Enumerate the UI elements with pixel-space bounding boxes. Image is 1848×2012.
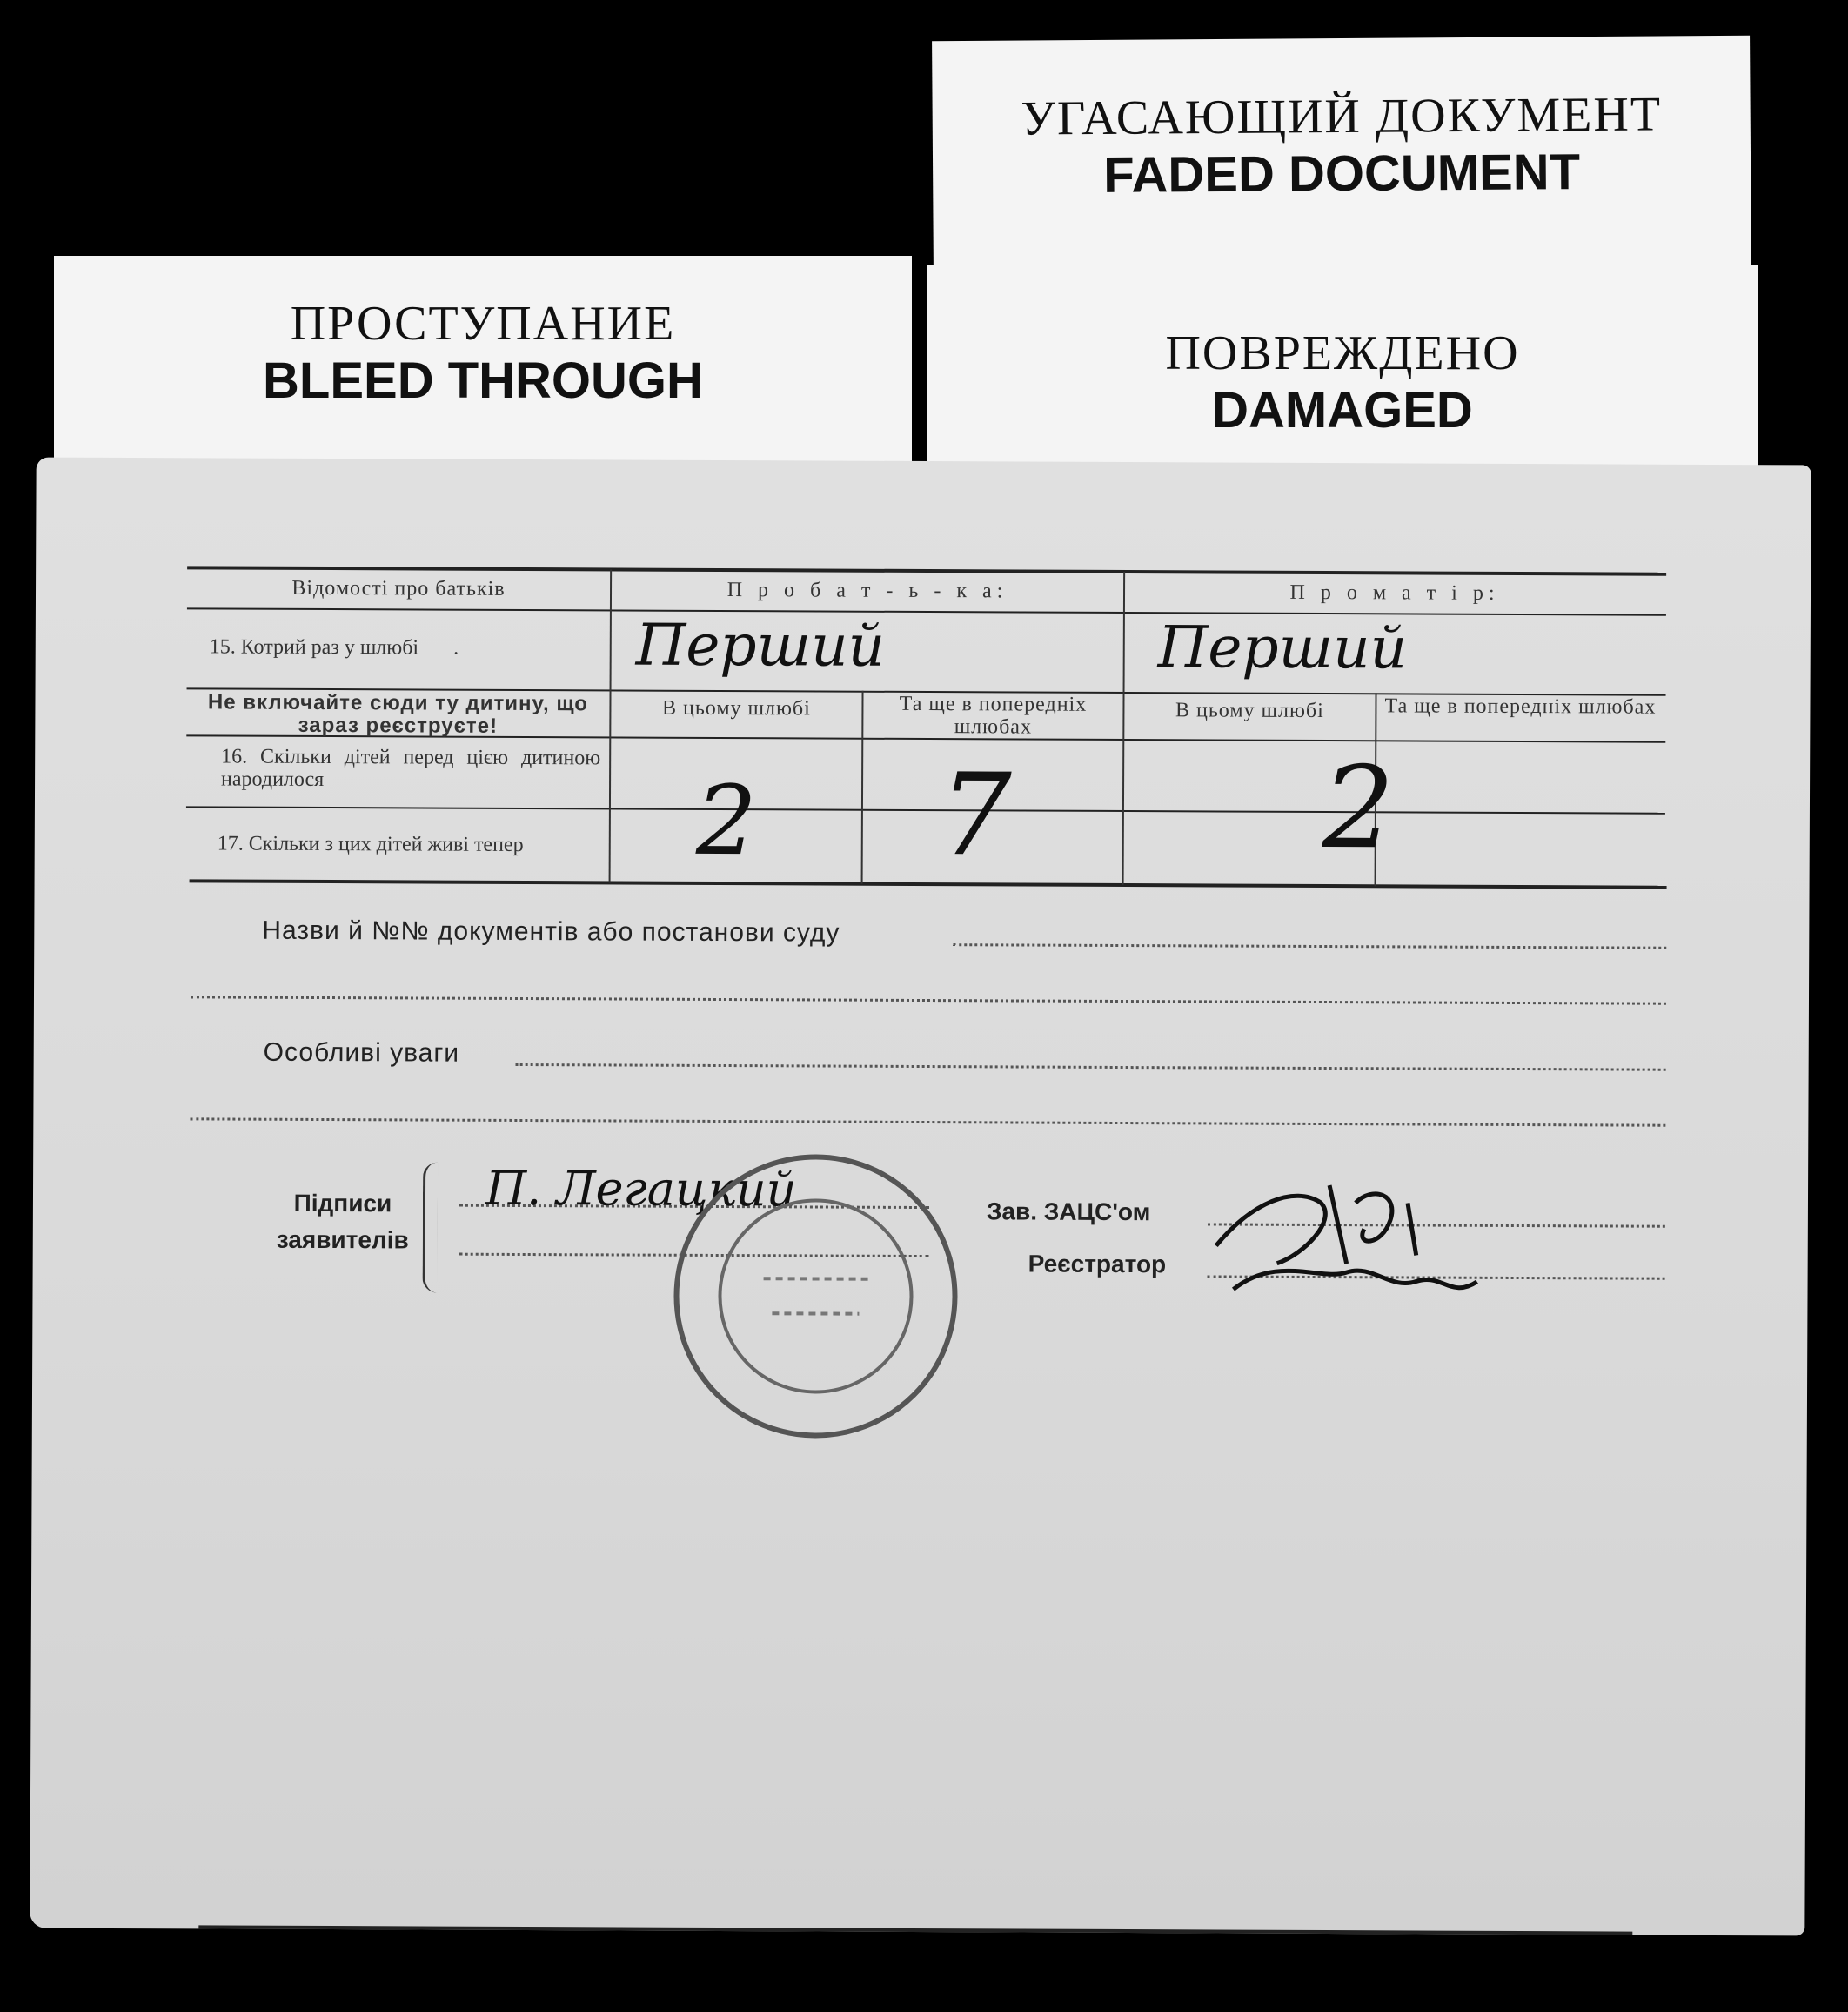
applicant-signature: П. Легацкий [485, 1160, 797, 1217]
father-previous-marriages-header: Та ще в попередніх шлюбах [899, 692, 1088, 739]
bleed-tab-ru: ПРОСТУПАНИЕ [290, 297, 676, 351]
exclude-child-note: Не включайте сюди ту дитину, що зараз реєструєте! [207, 690, 589, 738]
father-marriage-count: Перший [635, 611, 886, 680]
row17-label: 17. Скільки з цих дітей живі тепер [217, 832, 524, 857]
documents-line [953, 943, 1666, 949]
bottom-rule [198, 1925, 1632, 1935]
table-rule [186, 806, 1665, 814]
header-mother: П р о м а т і р: [1289, 580, 1500, 605]
damaged-tab-ru: ПОВРЕЖДЕНО [1165, 326, 1520, 380]
applicants-label-2: заявителів [276, 1225, 409, 1254]
remarks-line-2 [190, 1117, 1665, 1126]
documents-label: Назви й №№ документів або постанови суду [262, 915, 840, 948]
mother-marriage-count: Перший [1157, 614, 1408, 682]
head-signature [1198, 1150, 1495, 1325]
remarks-line [516, 1063, 1666, 1071]
row15-label: 15. Котрий раз у шлюбі . [209, 635, 459, 660]
faded-document-tab [932, 36, 1751, 275]
bleed-tab-en: BLEED THROUGH [263, 352, 703, 409]
mother-children-this-marriage: 2 [1322, 741, 1396, 875]
registrar-label: Реєстратор [1028, 1250, 1167, 1278]
mother-this-marriage-header: В цьому шлюбі [1175, 699, 1324, 723]
official-stamp [659, 1139, 974, 1454]
faded-tab-ru: УГАСАЮЩИЙ ДОКУМЕНТ [1021, 87, 1663, 146]
header-father: П р о б а т - ь - к а: [726, 579, 1008, 603]
bleed-through-tab [54, 256, 912, 473]
signature-brace [423, 1163, 439, 1293]
damaged-tab [927, 265, 1758, 482]
document-page [30, 458, 1811, 1936]
mother-previous-marriages-header: Та ще в попередніх шлюбах [1384, 694, 1657, 719]
faded-tab-en: FADED DOCUMENT [1103, 144, 1581, 204]
table-bottom-rule [190, 879, 1667, 889]
applicants-label-1: Підписи [293, 1189, 392, 1217]
remarks-label: Особливі уваги [263, 1037, 460, 1068]
header-parents-info: Відомості про батьків [291, 576, 506, 600]
table-rule [187, 607, 1666, 615]
row16-label: 16. Скільки дітей перед цією дитиною народилося [221, 745, 601, 792]
father-children-previous: 7 [939, 748, 1012, 882]
documents-line-2 [191, 996, 1666, 1004]
father-children-this-marriage: 2 [695, 764, 758, 877]
damaged-tab-en: DAMAGED [1212, 382, 1473, 439]
table-top-rule [187, 566, 1666, 575]
head-label: Зав. ЗАЦС'ом [986, 1197, 1151, 1226]
father-this-marriage-header: В цьому шлюбі [661, 696, 811, 721]
